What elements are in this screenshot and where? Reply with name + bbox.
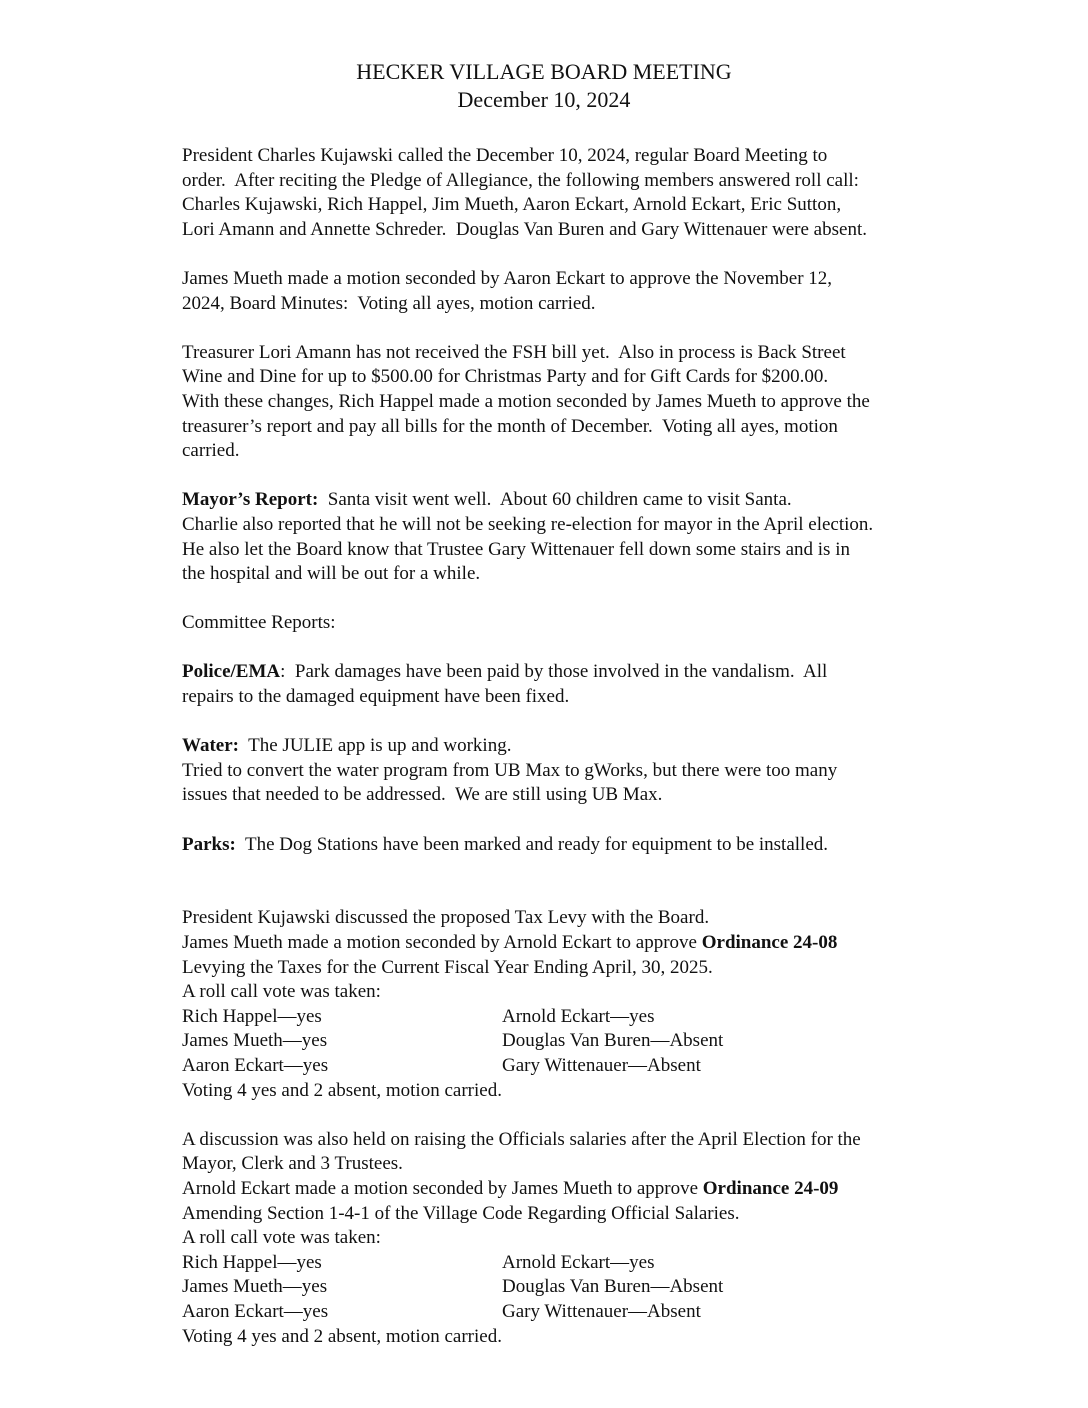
text-line: the hospital and will be out for a while. [182,563,481,585]
vote-entry: Rich Happel—yes [182,1251,322,1273]
roll-call-row [182,1300,982,1325]
text-line: James Mueth made a motion seconded by Arnold Eckart to approve [182,932,702,953]
parks-report-label: Parks: [182,833,236,855]
water-report-paragraph [182,734,982,808]
police-report-paragraph [182,660,982,709]
text-line: President Kujawski discussed the proposed Tax Levy with the Board. [182,907,710,929]
text-line: Tried to convert the water program from UB Max to gWorks, but there were too many [182,759,838,781]
text-line: Santa visit went well. About 60 children came to visit Santa. [318,489,792,511]
vote-entry: Gary Wittenauer—Absent [502,1300,701,1322]
roll-call-row [182,1005,982,1030]
text-line: 2024, Board Minutes: Voting all ayes, motion carried. [182,292,596,314]
call-to-order-paragraph [182,144,982,242]
treasurer-paragraph [182,341,982,464]
minutes-body [182,144,982,1349]
text-line: Amending Section 1-4-1 of the Village Code Regarding Official Salaries. [182,1202,740,1224]
vote-entry: Aaron Eckart—yes [182,1054,329,1076]
police-report-label: Police/EMA [182,661,281,683]
text-line: issues that needed to be addressed. We are still using UB Max. [182,784,663,806]
vote-entry: Arnold Eckart—yes [502,1005,655,1027]
vote-entry: James Mueth—yes [182,1276,328,1298]
text-line: A discussion was also held on raising the Officials salaries after the April Election for the [182,1128,861,1150]
text-line: Charlie also reported that he will not be seeking re-election for mayor in the April election. [182,513,874,535]
vote-entry: James Mueth—yes [182,1030,328,1052]
text-line: James Mueth made a motion seconded by Aaron Eckart to approve the November 12, [182,267,833,289]
ordinance-number: Ordinance 24-09 [702,1177,839,1199]
text-line: The Dog Stations have been marked and ready for equipment to be installed. [235,833,829,855]
mayor-report-paragraph [182,488,982,586]
vote-entry: Gary Wittenauer—Absent [502,1054,701,1076]
committee-reports-heading: Committee Reports: [182,612,336,634]
text-line: Charles Kujawski, Rich Happel, Jim Mueth, Aaron Eckart, Arnold Eckart, Eric Sutton, [182,194,842,216]
text-line: : Park damages have been paid by those involved in the vandalism. All [280,661,828,683]
text-line: Wine and Dine for up to $500.00 for Christmas Party and for Gift Cards for $200.00. [182,366,829,388]
text-line: Arnold Eckart made a motion seconded by James Mueth to approve [182,1177,703,1199]
roll-call-row [182,1054,982,1079]
water-report-label: Water: [182,735,239,757]
vote-entry: Douglas Van Buren—Absent [502,1030,724,1052]
document-header [0,58,1088,114]
text-line: order. After reciting the Pledge of Allegiance, the following members answered roll call: [182,169,859,191]
text-line: With these changes, Rich Happel made a motion seconded by James Mueth to approve the [182,390,870,412]
text-line: Lori Amann and Annette Schreder. Douglas Van Buren and Gary Wittenauer were absent. [182,218,867,240]
parks-report-paragraph [182,833,982,858]
text-line: carried. [182,440,240,462]
vote-result: Voting 4 yes and 2 absent, motion carried. [182,1325,502,1347]
vote-entry: Rich Happel—yes [182,1005,322,1027]
vote-entry: Arnold Eckart—yes [502,1251,655,1273]
tax-levy-section [182,906,982,1103]
text-line: He also let the Board know that Trustee Gary Wittenauer fell down some stairs and is in [182,538,850,560]
vote-entry: Douglas Van Buren—Absent [502,1276,724,1298]
text-line: President Charles Kujawski called the December 10, 2024, regular Board Meeting to [182,145,828,166]
text-line: Mayor, Clerk and 3 Trustees. [182,1153,403,1175]
text-line: repairs to the damaged equipment have been fixed. [182,686,570,708]
text-line: treasurer’s report and pay all bills for the month of December. Voting all ayes, motion [182,415,838,437]
text-line: A roll call vote was taken: [182,981,381,1003]
ordinance-number: Ordinance 24-08 [701,932,838,953]
roll-call-row [182,1275,982,1300]
roll-call-row [182,1251,982,1276]
minutes-approval-paragraph [182,267,982,316]
text-line: Levying the Taxes for the Current Fiscal Year Ending April, 30, 2025. [182,956,713,978]
vote-entry: Aaron Eckart—yes [182,1300,329,1322]
vote-result: Voting 4 yes and 2 absent, motion carried. [182,1079,502,1101]
mayor-report-label: Mayor’s Report: [182,489,319,511]
text-line: The JULIE app is up and working. [238,735,512,757]
roll-call-row [182,1029,982,1054]
text-line: Treasurer Lori Amann has not received the FSH bill yet. Also in process is Back Street [182,341,846,363]
salaries-section [182,1128,982,1349]
meeting-date: December 10, 2024 [457,87,631,112]
document-title: HECKER VILLAGE BOARD MEETING [356,59,732,84]
text-line: A roll call vote was taken: [182,1227,381,1249]
